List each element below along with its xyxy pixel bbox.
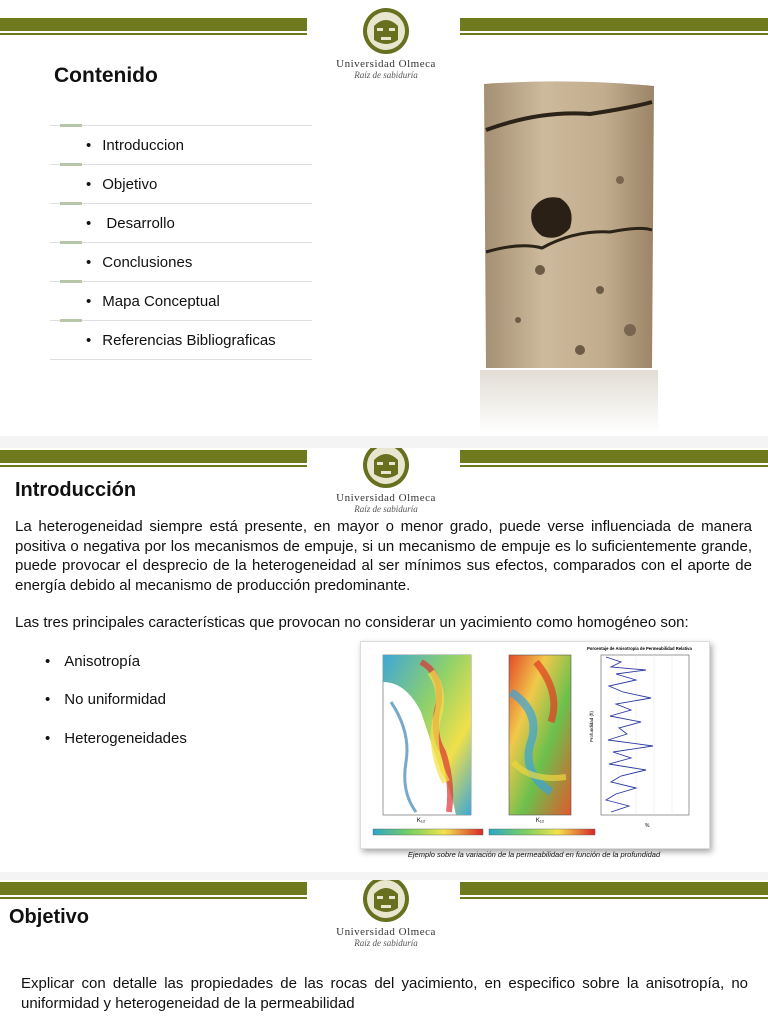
intro-paragraph: La heterogeneidad siempre está presente, en mayor o menor grado, puede verse influenciada de manera positiva o negativa por los mecanismos de empuje, si un mecanismo de empuje es lo suficientemente grande, puede provocar el desprecio de la heterogeneidad al ser mínimos sus efectos, comparados con el aporte de energía debido al mecanismo de producción predominante. xyxy=(15,518,752,594)
map1-label: K₁₂ xyxy=(416,818,426,824)
header-bar-right xyxy=(460,882,768,895)
list-item xyxy=(50,125,312,164)
section-title: Objetivo xyxy=(9,906,90,928)
chart-title: Porcentaje de Anisotropía de Permeabilidad Relativa xyxy=(587,646,692,651)
olmec-head-icon xyxy=(361,448,411,490)
logo-tagline: Raíz de sabiduría xyxy=(354,504,418,514)
list-item: • Heterogeneidades xyxy=(45,730,187,747)
permeability-figure xyxy=(360,641,710,849)
chart-x-label: % xyxy=(645,823,650,829)
logo-tagline: Raíz de sabiduría xyxy=(354,70,418,80)
list-item-label: • Objetivo xyxy=(86,176,157,193)
olmec-head-icon xyxy=(361,880,411,924)
permeability-maps-graphic xyxy=(361,642,709,848)
list-item xyxy=(50,203,312,242)
header-bar-right xyxy=(460,450,768,463)
figure-caption: Ejemplo sobre la variación de la permeabilidad en función de la profundidad xyxy=(407,850,661,859)
list-item-label: • Referencias Bibliograficas xyxy=(86,332,276,349)
list-item-label: • Mapa Conceptual xyxy=(86,293,220,310)
university-logo xyxy=(330,880,442,948)
header-bar-left xyxy=(0,882,307,895)
list-item xyxy=(50,320,312,360)
rock-reflection xyxy=(480,370,658,434)
list-item: • No uniformidad xyxy=(45,691,166,708)
header-bar-left xyxy=(0,450,307,463)
slide-objetivo xyxy=(0,880,768,1024)
header-bar-right xyxy=(460,18,768,31)
slide-separator xyxy=(0,436,768,448)
list-item: • Anisotropía xyxy=(45,653,140,670)
olmec-head-icon xyxy=(361,6,411,56)
list-item-label: • Conclusiones xyxy=(86,254,192,271)
list-item xyxy=(50,242,312,281)
page-title: Contenido xyxy=(54,64,158,87)
list-item xyxy=(50,164,312,203)
slide-contenido xyxy=(0,0,768,436)
logo-tagline: Raíz de sabiduría xyxy=(354,938,418,948)
contents-list xyxy=(50,125,312,360)
objective-paragraph: Explicar con detalle las propiedades de las rocas del yacimiento, en especifico sobre la anisotropía, no uniformidad y heterogeneidad de la permeabilidad xyxy=(21,975,748,1012)
logo-name: Universidad Olmeca xyxy=(336,926,436,938)
list-item xyxy=(50,281,312,320)
chart-y-label: Profundidad (ft) xyxy=(589,710,594,742)
logo-name: Universidad Olmeca xyxy=(336,58,436,70)
list-item-label: • Desarrollo xyxy=(86,215,175,232)
list-item-label: • Introduccion xyxy=(86,137,184,154)
map2-label: K₁₂ xyxy=(535,818,545,824)
slide-separator xyxy=(0,872,768,880)
university-logo xyxy=(330,448,442,514)
header-bar-left xyxy=(0,18,307,31)
logo-name: Universidad Olmeca xyxy=(336,492,436,504)
section-title: Introducción xyxy=(15,479,137,501)
rock-core-image xyxy=(480,80,658,370)
intro-paragraph-2: Las tres principales características que provocan no considerar un yacimiento como homogéneo son: xyxy=(15,614,689,631)
university-logo xyxy=(330,6,442,80)
